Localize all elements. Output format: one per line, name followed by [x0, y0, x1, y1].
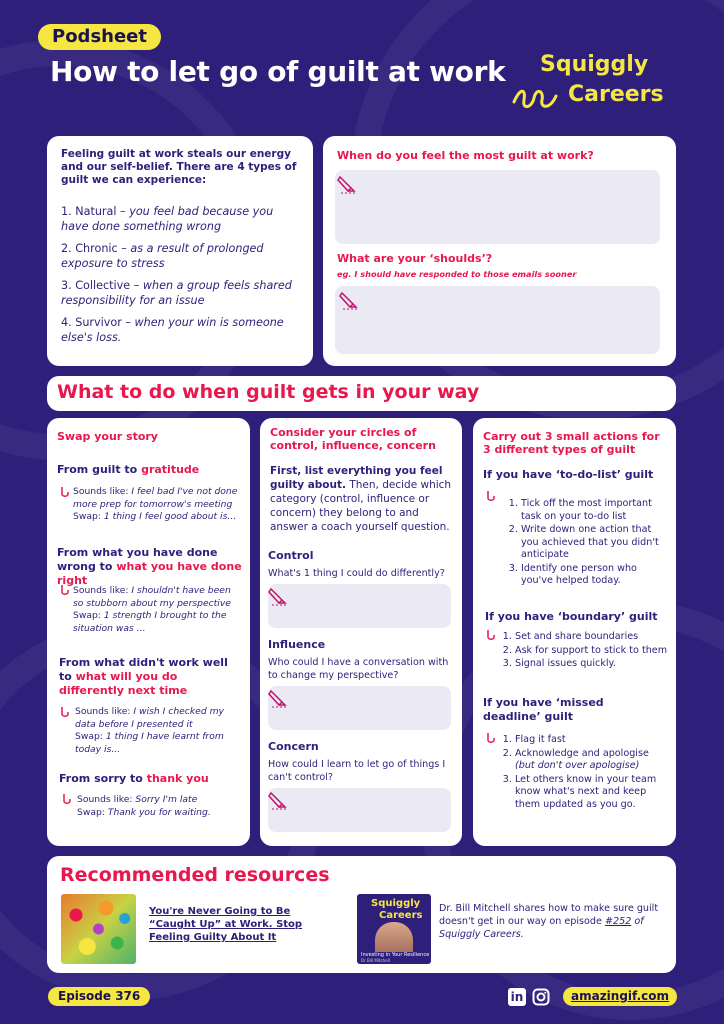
podcast-name: Squiggly Careers. — [439, 929, 524, 940]
swap-story-card — [47, 418, 250, 846]
guilt-type-desc: as a result of prolonged exposure to stress — [61, 242, 264, 270]
intro-card — [47, 136, 313, 366]
example-label: Sounds like: — [75, 706, 134, 717]
article-thumbnail[interactable] — [61, 894, 136, 964]
answer-box-1[interactable] — [335, 170, 660, 244]
deadline-guilt-heading: If you have ‘missed deadline’ guilt — [483, 696, 604, 723]
guilt-type-item — [61, 204, 301, 234]
instagram-icon[interactable] — [532, 988, 550, 1006]
example-text: 1 thing I feel good about is... — [103, 511, 237, 522]
action-aside: (but don't over apologise) — [515, 760, 640, 771]
action-item: 1. Tick off the most important task on your to-do list — [521, 498, 667, 523]
swap-heading — [57, 546, 247, 588]
heading-highlight: gratitude — [141, 463, 200, 476]
question-2: What are your ‘shoulds’? — [337, 252, 493, 265]
boundary-guilt-actions — [501, 631, 671, 672]
resources-card — [47, 856, 676, 973]
deadline-guilt-actions — [501, 734, 671, 812]
cover-logo-text: Careers — [379, 910, 423, 921]
answer-box-2[interactable] — [335, 286, 660, 354]
linkedin-icon[interactable]: in — [508, 988, 526, 1006]
desc-text: of — [631, 916, 644, 927]
pencil-icon — [268, 586, 288, 606]
guilt-type-name: 1. Natural – — [61, 205, 126, 218]
concern-heading: Concern — [268, 740, 319, 753]
episode-badge: Episode 376 — [48, 987, 150, 1006]
heading-part: From what didn't work well to — [59, 656, 228, 683]
guilt-type-name: 4. Survivor – — [61, 316, 131, 329]
action-text: Acknowledge and apologise — [515, 747, 649, 759]
influence-answer-box[interactable] — [268, 686, 451, 730]
logo-text: Squiggly — [540, 52, 649, 77]
desc-text: Dr. Bill Mitchell shares how to make sure guilt doesn't get in our way on episode — [439, 903, 659, 927]
hook-icon — [59, 584, 71, 596]
swap-example — [73, 585, 243, 635]
guilt-type-desc: when your win is someone else's loss. — [61, 316, 284, 344]
concern-answer-box[interactable] — [268, 788, 451, 832]
swap-heading — [59, 656, 239, 698]
example-label: Swap: — [77, 806, 108, 818]
guilt-type-desc: you feel bad because you have done something wrong — [61, 205, 274, 233]
reflection-card — [323, 136, 676, 366]
action-item: 2. Ask for support to stick to them — [515, 645, 671, 658]
pencil-icon — [339, 290, 359, 310]
question-2-example: eg. I should have responded to those emails sooner — [337, 269, 577, 279]
article-link[interactable]: You're Never Going to Be “Caught Up” at Work. Stop Feeling Guilty About It — [149, 906, 303, 943]
example-label: Sounds like: — [77, 794, 136, 805]
hook-icon — [485, 732, 497, 744]
resources-title: Recommended resources — [60, 864, 330, 886]
influence-heading: Influence — [268, 638, 326, 651]
action-item: 3. Signal issues quickly. — [515, 658, 671, 671]
example-text: 1 thing I have learnt from today is... — [75, 731, 224, 755]
actions-card — [473, 418, 676, 846]
squiggle-icon — [510, 84, 560, 114]
podcast-description — [439, 902, 664, 941]
control-answer-box[interactable] — [268, 584, 451, 628]
page-title: How to let go of guilt at work — [50, 55, 506, 88]
hook-icon — [485, 490, 497, 502]
column-title: Consider your circles of control, influence, concern — [270, 426, 436, 452]
podcast-cover[interactable] — [357, 894, 431, 964]
action-item — [515, 748, 671, 773]
todo-guilt-actions — [507, 498, 667, 589]
todo-guilt-heading: If you have ‘to-do-list’ guilt — [483, 468, 654, 481]
logo-text: Careers — [568, 82, 664, 107]
example-label: Sounds like: — [73, 486, 132, 497]
pencil-icon — [268, 790, 288, 810]
question-1: When do you feel the most guilt at work? — [337, 149, 594, 162]
lead-rest: Then, decide which category (control, influence or concern) they belong to and answer a coach yourself question. — [270, 479, 452, 533]
squiggly-careers-logo — [510, 52, 690, 116]
guest-photo — [375, 922, 413, 952]
cover-logo-text: Squiggly — [371, 898, 421, 909]
heading-part: From sorry to — [59, 772, 147, 785]
action-item: 3. Let others know in your team know what's next and keep them updated as you go. — [515, 774, 671, 812]
cover-caption: Investing in Your Resilience — [361, 952, 430, 958]
swap-example — [73, 486, 245, 524]
guilt-type-name: 3. Collective – — [61, 279, 140, 292]
control-question: What's 1 thing I could do differently? — [268, 568, 445, 579]
lead-bold: First, list everything you feel guilty about. — [270, 465, 443, 491]
heading-highlight: thank you — [146, 772, 209, 785]
podsheet-badge: Podsheet — [38, 24, 161, 50]
swap-example — [77, 794, 245, 819]
hook-icon — [485, 629, 497, 641]
hook-icon — [61, 793, 73, 805]
guilt-types-list — [61, 204, 301, 345]
circles-card — [260, 418, 462, 846]
section-banner — [47, 376, 676, 411]
action-item: 1. Flag it fast — [515, 734, 671, 747]
influence-question: Who could I have a conversation with to change my perspective? — [268, 657, 449, 681]
swap-heading — [57, 463, 242, 476]
example-label: Swap: — [73, 610, 104, 621]
example-text: Thank you for waiting. — [107, 806, 211, 818]
circles-lead — [270, 464, 456, 534]
example-text: I shouldn't have been so stubborn about my perspective — [73, 585, 231, 609]
control-heading: Control — [268, 549, 314, 562]
example-label: Swap: — [73, 511, 104, 522]
website-link[interactable]: amazingif.com — [563, 987, 677, 1006]
example-text: Sorry I'm late — [135, 794, 198, 805]
hook-icon — [59, 486, 71, 498]
heading-part: From what you have done wrong to — [57, 546, 218, 573]
guilt-type-item — [61, 241, 301, 271]
column-title: Carry out 3 small actions for 3 different types of guilt — [483, 430, 660, 456]
guilt-type-desc: when a group feels shared responsibility for an issue — [61, 279, 292, 307]
heading-highlight: what you have done right — [57, 560, 242, 587]
guilt-type-item — [61, 278, 301, 308]
heading-highlight: what will you do differently next time — [59, 670, 188, 697]
example-label: Sounds like: — [73, 585, 132, 596]
cover-subcaption: Dr Bill Mitchell — [361, 958, 390, 963]
swap-example — [75, 706, 243, 756]
boundary-guilt-heading: If you have ‘boundary’ guilt — [485, 610, 658, 623]
pencil-icon — [337, 174, 357, 194]
action-item: 1. Set and share boundaries — [515, 631, 671, 644]
guilt-type-item — [61, 315, 301, 345]
example-text: I feel bad I've not done more prep for tomorrow's meeting — [73, 486, 238, 510]
guilt-type-name: 2. Chronic – — [61, 242, 127, 255]
example-label: Swap: — [75, 731, 106, 742]
example-text: 1 strength I brought to the situation was ... — [73, 610, 227, 634]
column-title: Swap your story — [57, 430, 158, 443]
example-text: I wish I checked my data before I presented it — [75, 706, 224, 730]
section-title: What to do when guilt gets in your way — [57, 381, 480, 403]
action-item: 3. Identify one person who you've helped today. — [521, 563, 667, 588]
episode-link[interactable]: #252 — [604, 916, 632, 927]
concern-question: How could I learn to let go of things I can't control? — [268, 759, 446, 783]
heading-part: From guilt to — [57, 463, 142, 476]
pencil-icon — [268, 688, 288, 708]
action-item: 2. Write down one action that you achieved that you didn't anticipate — [521, 524, 667, 562]
hook-icon — [59, 706, 71, 718]
intro-lead: Feeling guilt at work steals our energy and our self-belief. There are 4 types of guilt we can experience: — [61, 148, 297, 186]
swap-heading — [59, 772, 239, 785]
